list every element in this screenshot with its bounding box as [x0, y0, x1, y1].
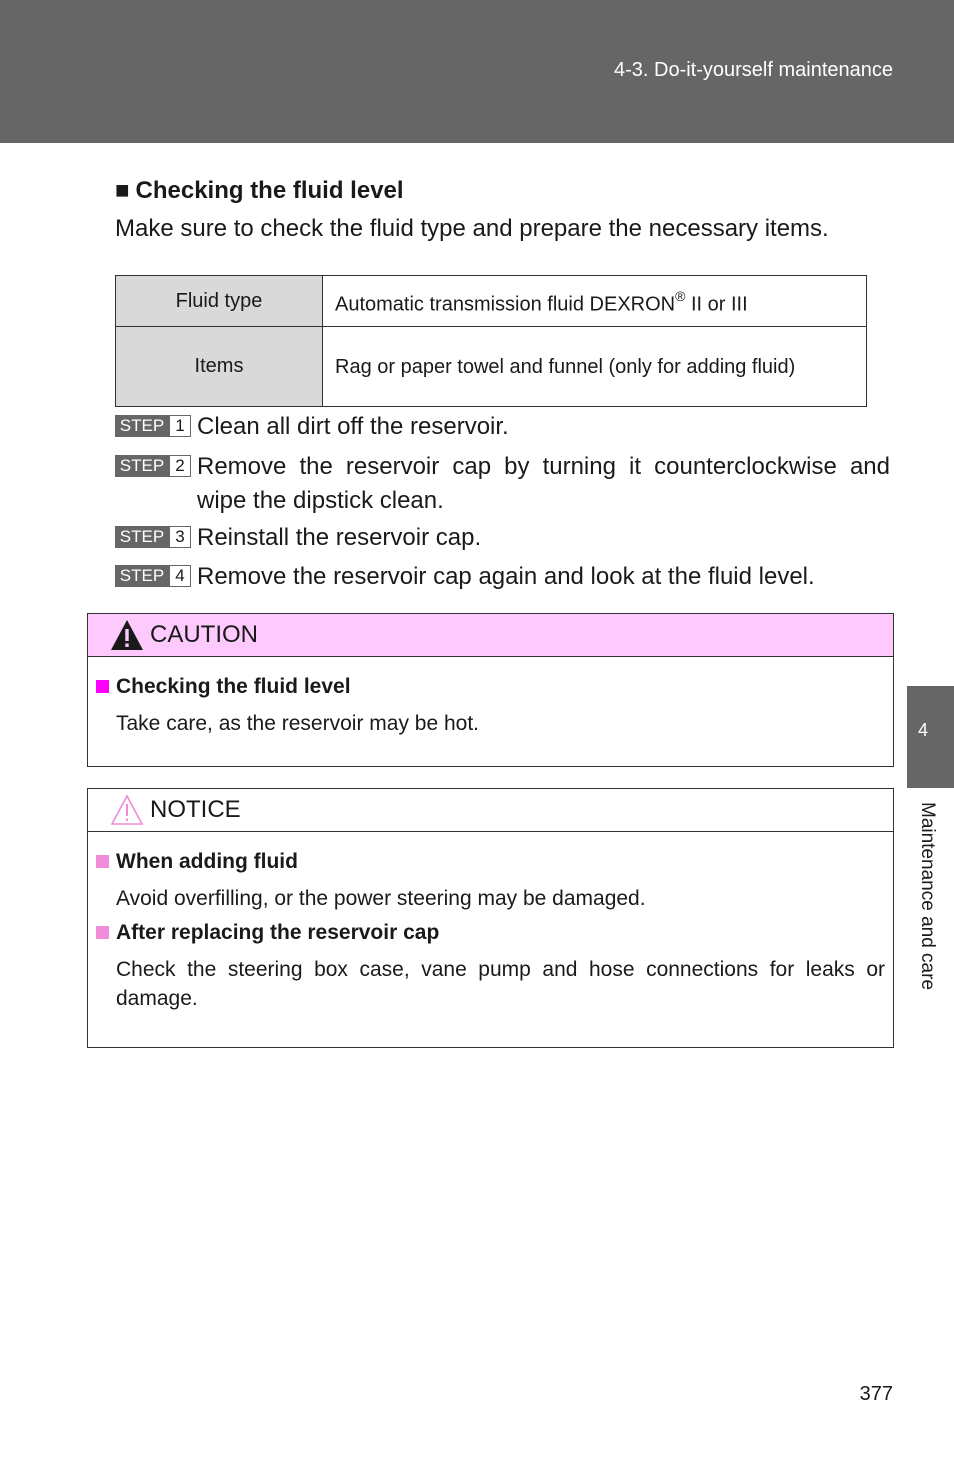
notice-item: [96, 921, 885, 1013]
notice-item-text: Check the steering box case, vane pump and hose connections for leaks or damage.: [116, 958, 885, 1010]
notice-item-title: [96, 850, 885, 874]
notice-item-title-text: After replacing the reservoir cap: [116, 921, 440, 944]
step-text: Remove the reservoir cap again and look at the fluid level.: [197, 563, 815, 590]
caution-item-title-text: Checking the fluid level: [116, 675, 351, 698]
table-cell: Rag or paper towel and funnel (only for adding fluid): [323, 327, 867, 407]
step-text: Clean all dirt off the reservoir.: [197, 413, 509, 440]
notice-item-title-text: When adding fluid: [116, 850, 298, 873]
page-header: [0, 0, 954, 143]
table-cell: [323, 276, 867, 327]
step-badge: [115, 526, 191, 548]
caution-item-text: Take care, as the reservoir may be hot.: [116, 712, 479, 735]
step-label: STEP: [115, 565, 169, 587]
notice-item: [96, 850, 885, 913]
chapter-label: Maintenance and care: [917, 802, 938, 991]
caution-title: CAUTION: [150, 621, 258, 648]
step-label: STEP: [115, 526, 169, 548]
page-number: 377: [859, 1383, 893, 1405]
step-3: [115, 521, 890, 555]
notice-header: [88, 789, 893, 832]
step-badge: [115, 415, 191, 437]
section-title: [115, 177, 404, 205]
square-bullet-icon: [96, 926, 109, 939]
step-label: STEP: [115, 415, 169, 437]
warning-triangle-filled-icon: [109, 618, 145, 652]
caution-box: [87, 613, 894, 767]
registered-mark: ®: [675, 287, 686, 304]
step-4: [115, 560, 890, 594]
step-number: 2: [169, 455, 191, 477]
notice-title: NOTICE: [150, 796, 241, 823]
caution-item-title: [96, 675, 885, 699]
chapter-tab[interactable]: [907, 686, 954, 788]
step-text: Remove the reservoir cap by turning it counterclockwise and wipe the dipstick clean.: [197, 453, 890, 514]
intro-text: Make sure to check the fluid type and prepare the necessary items.: [115, 215, 829, 242]
step-number: 4: [169, 565, 191, 587]
table-row: [116, 276, 867, 327]
step-badge: [115, 455, 191, 477]
caution-item: [96, 675, 885, 738]
chapter-number: 4: [917, 720, 928, 740]
fluid-table: [115, 275, 867, 407]
section-title-text: Checking the fluid level: [135, 177, 404, 204]
fluid-type-value: Automatic transmission fluid DEXRON: [335, 293, 676, 316]
caution-body: [88, 657, 893, 760]
square-bullet-icon: ■: [115, 177, 130, 204]
step-label: STEP: [115, 455, 169, 477]
caution-header: [88, 614, 893, 657]
table-row: [116, 327, 867, 407]
square-bullet-icon: [96, 680, 109, 693]
square-bullet-icon: [96, 855, 109, 868]
notice-box: [87, 788, 894, 1048]
step-text: Reinstall the reservoir cap.: [197, 524, 482, 551]
notice-item-title: [96, 921, 885, 945]
notice-item-text: Avoid overfilling, or the power steering may be damaged.: [116, 887, 646, 910]
step-number: 3: [169, 526, 191, 548]
table-header-cell: Items: [116, 327, 323, 407]
step-2: [115, 450, 890, 518]
table-header-cell: Fluid type: [116, 276, 323, 327]
warning-triangle-outline-icon: [109, 793, 145, 827]
notice-body: [88, 832, 893, 1035]
step-badge: [115, 565, 191, 587]
section-heading: 4-3. Do-it-yourself maintenance: [613, 59, 893, 81]
step-number: 1: [169, 415, 191, 437]
step-1: [115, 410, 890, 444]
fluid-type-suffix: II or III: [685, 293, 748, 316]
